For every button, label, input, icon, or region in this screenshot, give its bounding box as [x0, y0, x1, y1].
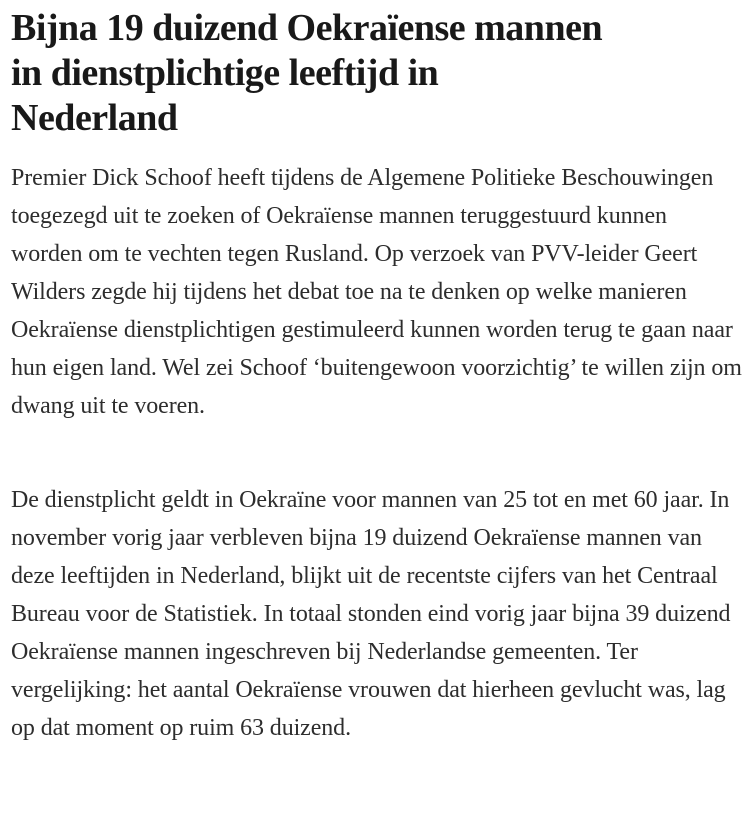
headline-line-1: Bijna 19 duizend Oekraïense mannen	[11, 7, 603, 49]
article-paragraph-2: De dienstplicht geldt in Oekraïne voor mannen van 25 tot en met 60 jaar. In november vorig jaar verbleven bijna 19 duizend Oekraïense mannen van deze leeftijden in Nederland, blijkt uit de recentste cijfers van het Centraal Bureau voor de Statistiek. In totaal stonden eind vorig jaar bijna 39 duizend Oekraïense mannen ingeschreven bij Nederlandse gemeenten. Ter vergelijking: het aantal Oekraïense vrouwen dat hierheen gevlucht was, lag op dat moment op ruim 63 duizend.	[11, 487, 731, 741]
article-paragraph-1: Premier Dick Schoof heeft tijdens de Algemene Politieke Beschouwingen toegezegd uit te zoeken of Oekraïense mannen teruggestuurd kunnen worden om te vechten tegen Rusland. Op verzoek van PVV-leider Geert Wilders zegde hij tijdens het debat toe na te denken op welke manieren Oekraïense dienstplichtigen gestimuleerd kunnen worden terug te gaan naar hun eigen land. Wel zei Schoof ‘buitengewoon voorzichtig’ te willen zijn om dwang uit te voeren.	[11, 165, 742, 419]
article	[11, 6, 743, 747]
article-headline	[11, 6, 725, 141]
headline-line-3: Nederland	[11, 97, 178, 139]
headline-line-2: in dienstplichtige leeftijd in	[11, 52, 439, 94]
